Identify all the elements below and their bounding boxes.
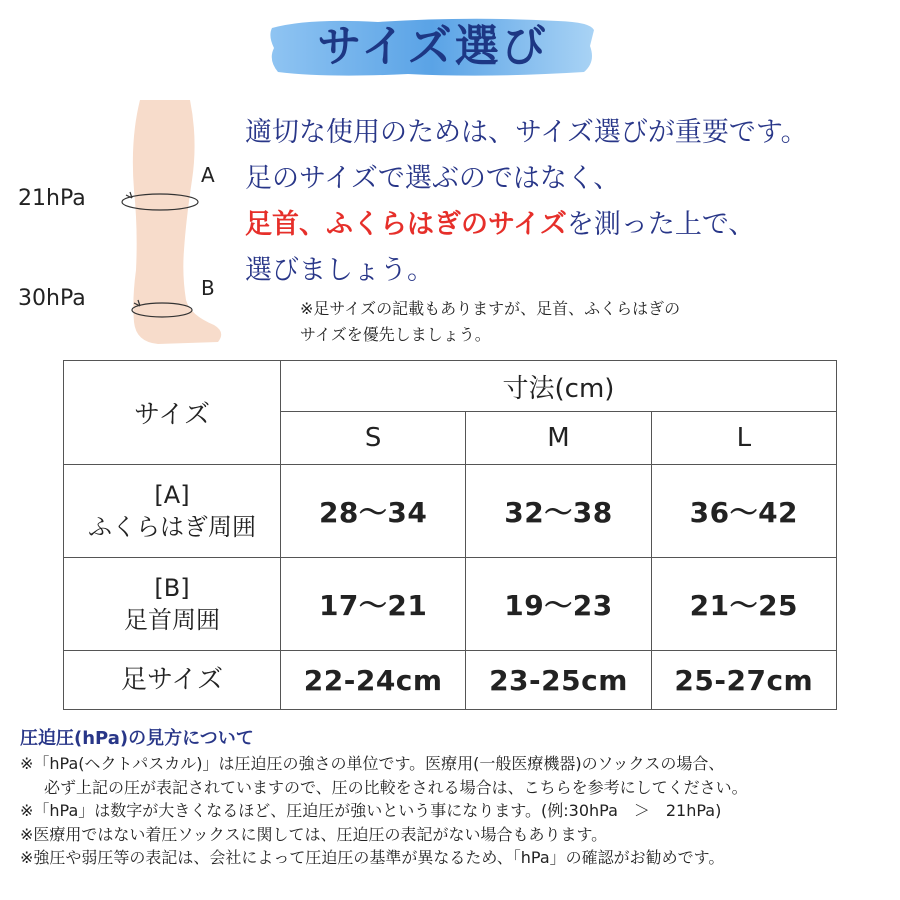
calf-pressure-label: 21hPa xyxy=(18,186,86,211)
size-priority-note xyxy=(300,296,680,348)
row-label-text: 足首周囲 xyxy=(124,606,220,634)
leg-shape xyxy=(133,100,221,344)
calf-arrow-icon xyxy=(126,192,132,198)
ankle-pressure-label: 30hPa xyxy=(18,286,86,311)
intro-line-4: 選びましょう。 xyxy=(245,255,434,286)
pressure-note-4: ※強圧や弱圧等の表記は、会社によって圧迫圧の基準が異なるため、「hPa」の確認がお勧めです。 xyxy=(20,848,725,867)
intro-line-3-rest: を測った上で、 xyxy=(566,209,756,240)
intro-line-3 xyxy=(245,202,885,248)
pressure-notes-heading: 圧迫圧(hPa)の見方について xyxy=(20,728,254,749)
marker-b: B xyxy=(201,276,215,300)
note-line-1: ※足サイズの記載もありますが、足首、ふくらはぎの xyxy=(300,299,681,318)
size-table xyxy=(63,360,837,710)
table-row xyxy=(64,558,837,651)
intro-emphasis: 足首、ふくらはぎのサイズ xyxy=(245,209,567,240)
intro-line-1: 適切な使用のためは、サイズ選びが重要です。 xyxy=(245,117,808,148)
row-label-text: ふくらはぎ周囲 xyxy=(88,513,256,541)
intro-line-2: 足のサイズで選ぶのではなく、 xyxy=(245,163,621,194)
ankle-m-value: 19〜23 xyxy=(466,558,651,651)
size-header: サイズ xyxy=(64,361,281,465)
page-title: サイズ選び xyxy=(317,21,549,72)
calf-s-value: 28〜34 xyxy=(281,465,466,558)
calf-m-value: 32〜38 xyxy=(466,465,651,558)
row-label-code: [B] xyxy=(154,574,190,602)
intro-text xyxy=(245,110,885,294)
marker-a: A xyxy=(201,163,215,187)
calf-l-value: 36〜42 xyxy=(651,465,836,558)
row-label-calf xyxy=(64,465,281,558)
table-row xyxy=(64,465,837,558)
column-l: L xyxy=(651,412,836,465)
row-label-foot: 足サイズ xyxy=(64,651,281,710)
pressure-note-1: ※「hPa(ヘクトパスカル)」は圧迫圧の強さの単位です。医療用(一般医療機器)のソックスの場合、 xyxy=(20,754,725,773)
leg-illustration xyxy=(118,100,228,350)
title-banner xyxy=(268,16,598,78)
dimension-header: 寸法(cm) xyxy=(281,361,837,412)
foot-l-value: 25-27cm xyxy=(651,651,836,710)
foot-m-value: 23-25cm xyxy=(466,651,651,710)
ankle-l-value: 21〜25 xyxy=(651,558,836,651)
table-row xyxy=(64,651,837,710)
ankle-s-value: 17〜21 xyxy=(281,558,466,651)
pressure-note-3: ※医療用ではない着圧ソックスに関しては、圧迫圧の表記がない場合もあります。 xyxy=(20,824,608,844)
row-label-code: [A] xyxy=(154,481,190,509)
foot-s-value: 22-24cm xyxy=(281,651,466,710)
column-m: M xyxy=(466,412,651,465)
table-header-row xyxy=(64,361,837,412)
note-line-2: サイズを優先しましょう。 xyxy=(300,325,491,344)
pressure-note-1b: 必ず上記の圧が表記されていますので、圧の比較をされる場合は、こちらを参考にしてください。 xyxy=(44,777,748,797)
pressure-notes xyxy=(20,726,890,870)
row-label-ankle xyxy=(64,558,281,651)
pressure-note-2: ※「hPa」は数字が大きくなるほど、圧迫圧が強いという事になります。(例:30hPa ＞ 21hPa) xyxy=(20,801,722,820)
column-s: S xyxy=(281,412,466,465)
